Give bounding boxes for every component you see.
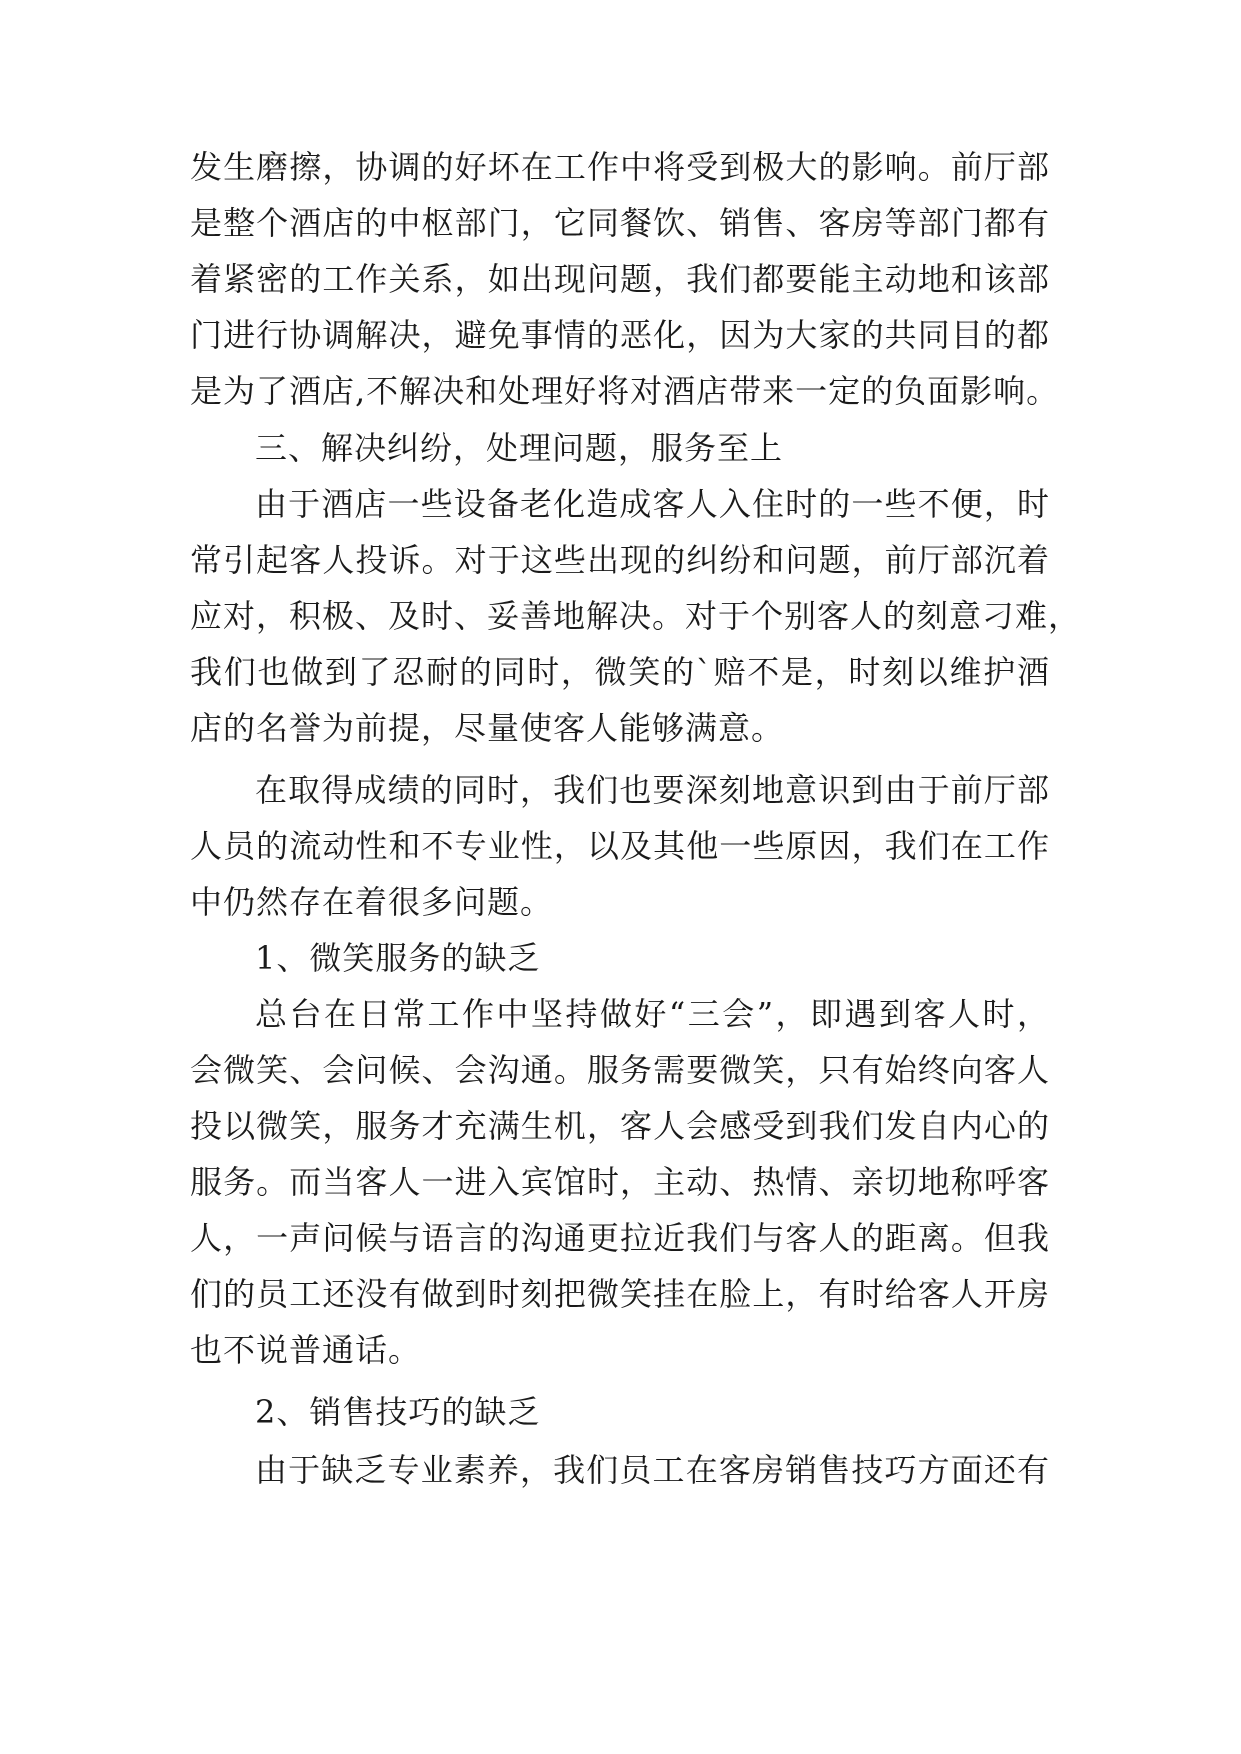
paragraph-line: 会微笑、会问候、会沟通。服务需要微笑，只有始终向客人 bbox=[190, 1051, 1050, 1089]
paragraph-line: 店的名誉为前提，尽量使客人能够满意。 bbox=[190, 709, 785, 747]
paragraph-line: 服务。而当客人一进入宾馆时，主动、热情、亲切地称呼客 bbox=[190, 1163, 1050, 1201]
paragraph-line: 着紧密的工作关系，如出现问题，我们都要能主动地和该部 bbox=[190, 260, 1050, 298]
paragraph-line: 是为了酒店,不解决和处理好将对酒店带来一定的负面影响。 bbox=[190, 372, 1060, 410]
paragraph-line: 我们也做到了忍耐的同时，微笑的`赔不是，时刻以维护酒 bbox=[190, 653, 1050, 691]
paragraph-line: 投以微笑，服务才充满生机，客人会感受到我们发自内心的 bbox=[190, 1107, 1050, 1145]
paragraph-line: 人，一声问候与语言的沟通更拉近我们与客人的距离。但我 bbox=[190, 1219, 1050, 1257]
paragraph-line: 是整个酒店的中枢部门，它同餐饮、销售、客房等部门都有 bbox=[190, 204, 1050, 242]
paragraph-line: 们的员工还没有做到时刻把微笑挂在脸上，有时给客人开房 bbox=[190, 1275, 1050, 1313]
paragraph-line: 发生磨擦，协调的好坏在工作中将受到极大的影响。前厅部 bbox=[190, 148, 1050, 186]
paragraph-line: 总台在日常工作中坚持做好“三会”，即遇到客人时， bbox=[255, 995, 1050, 1033]
section-heading: 2、销售技巧的缺乏 bbox=[255, 1393, 541, 1431]
paragraph-line: 中仍然存在着很多问题。 bbox=[190, 883, 554, 921]
paragraph-line: 应对，积极、及时、妥善地解决。对于个别客人的刻意刁难， bbox=[190, 597, 1082, 635]
paragraph-line: 常引起客人投诉。对于这些出现的纠纷和问题，前厅部沉着 bbox=[190, 541, 1050, 579]
section-heading: 1、微笑服务的缺乏 bbox=[255, 939, 541, 977]
paragraph-line: 在取得成绩的同时，我们也要深刻地意识到由于前厅部 bbox=[255, 771, 1050, 809]
paragraph-line: 由于酒店一些设备老化造成客人入住时的一些不便，时 bbox=[255, 485, 1050, 523]
paragraph-line: 门进行协调解决，避免事情的恶化，因为大家的共同目的都 bbox=[190, 316, 1050, 354]
paragraph-line: 人员的流动性和不专业性，以及其他一些原因，我们在工作 bbox=[190, 827, 1050, 865]
section-heading: 三、解决纠纷，处理问题，服务至上 bbox=[255, 429, 784, 467]
paragraph-line: 由于缺乏专业素养，我们员工在客房销售技巧方面还有 bbox=[255, 1451, 1050, 1489]
paragraph-line: 也不说普通话。 bbox=[190, 1331, 422, 1369]
